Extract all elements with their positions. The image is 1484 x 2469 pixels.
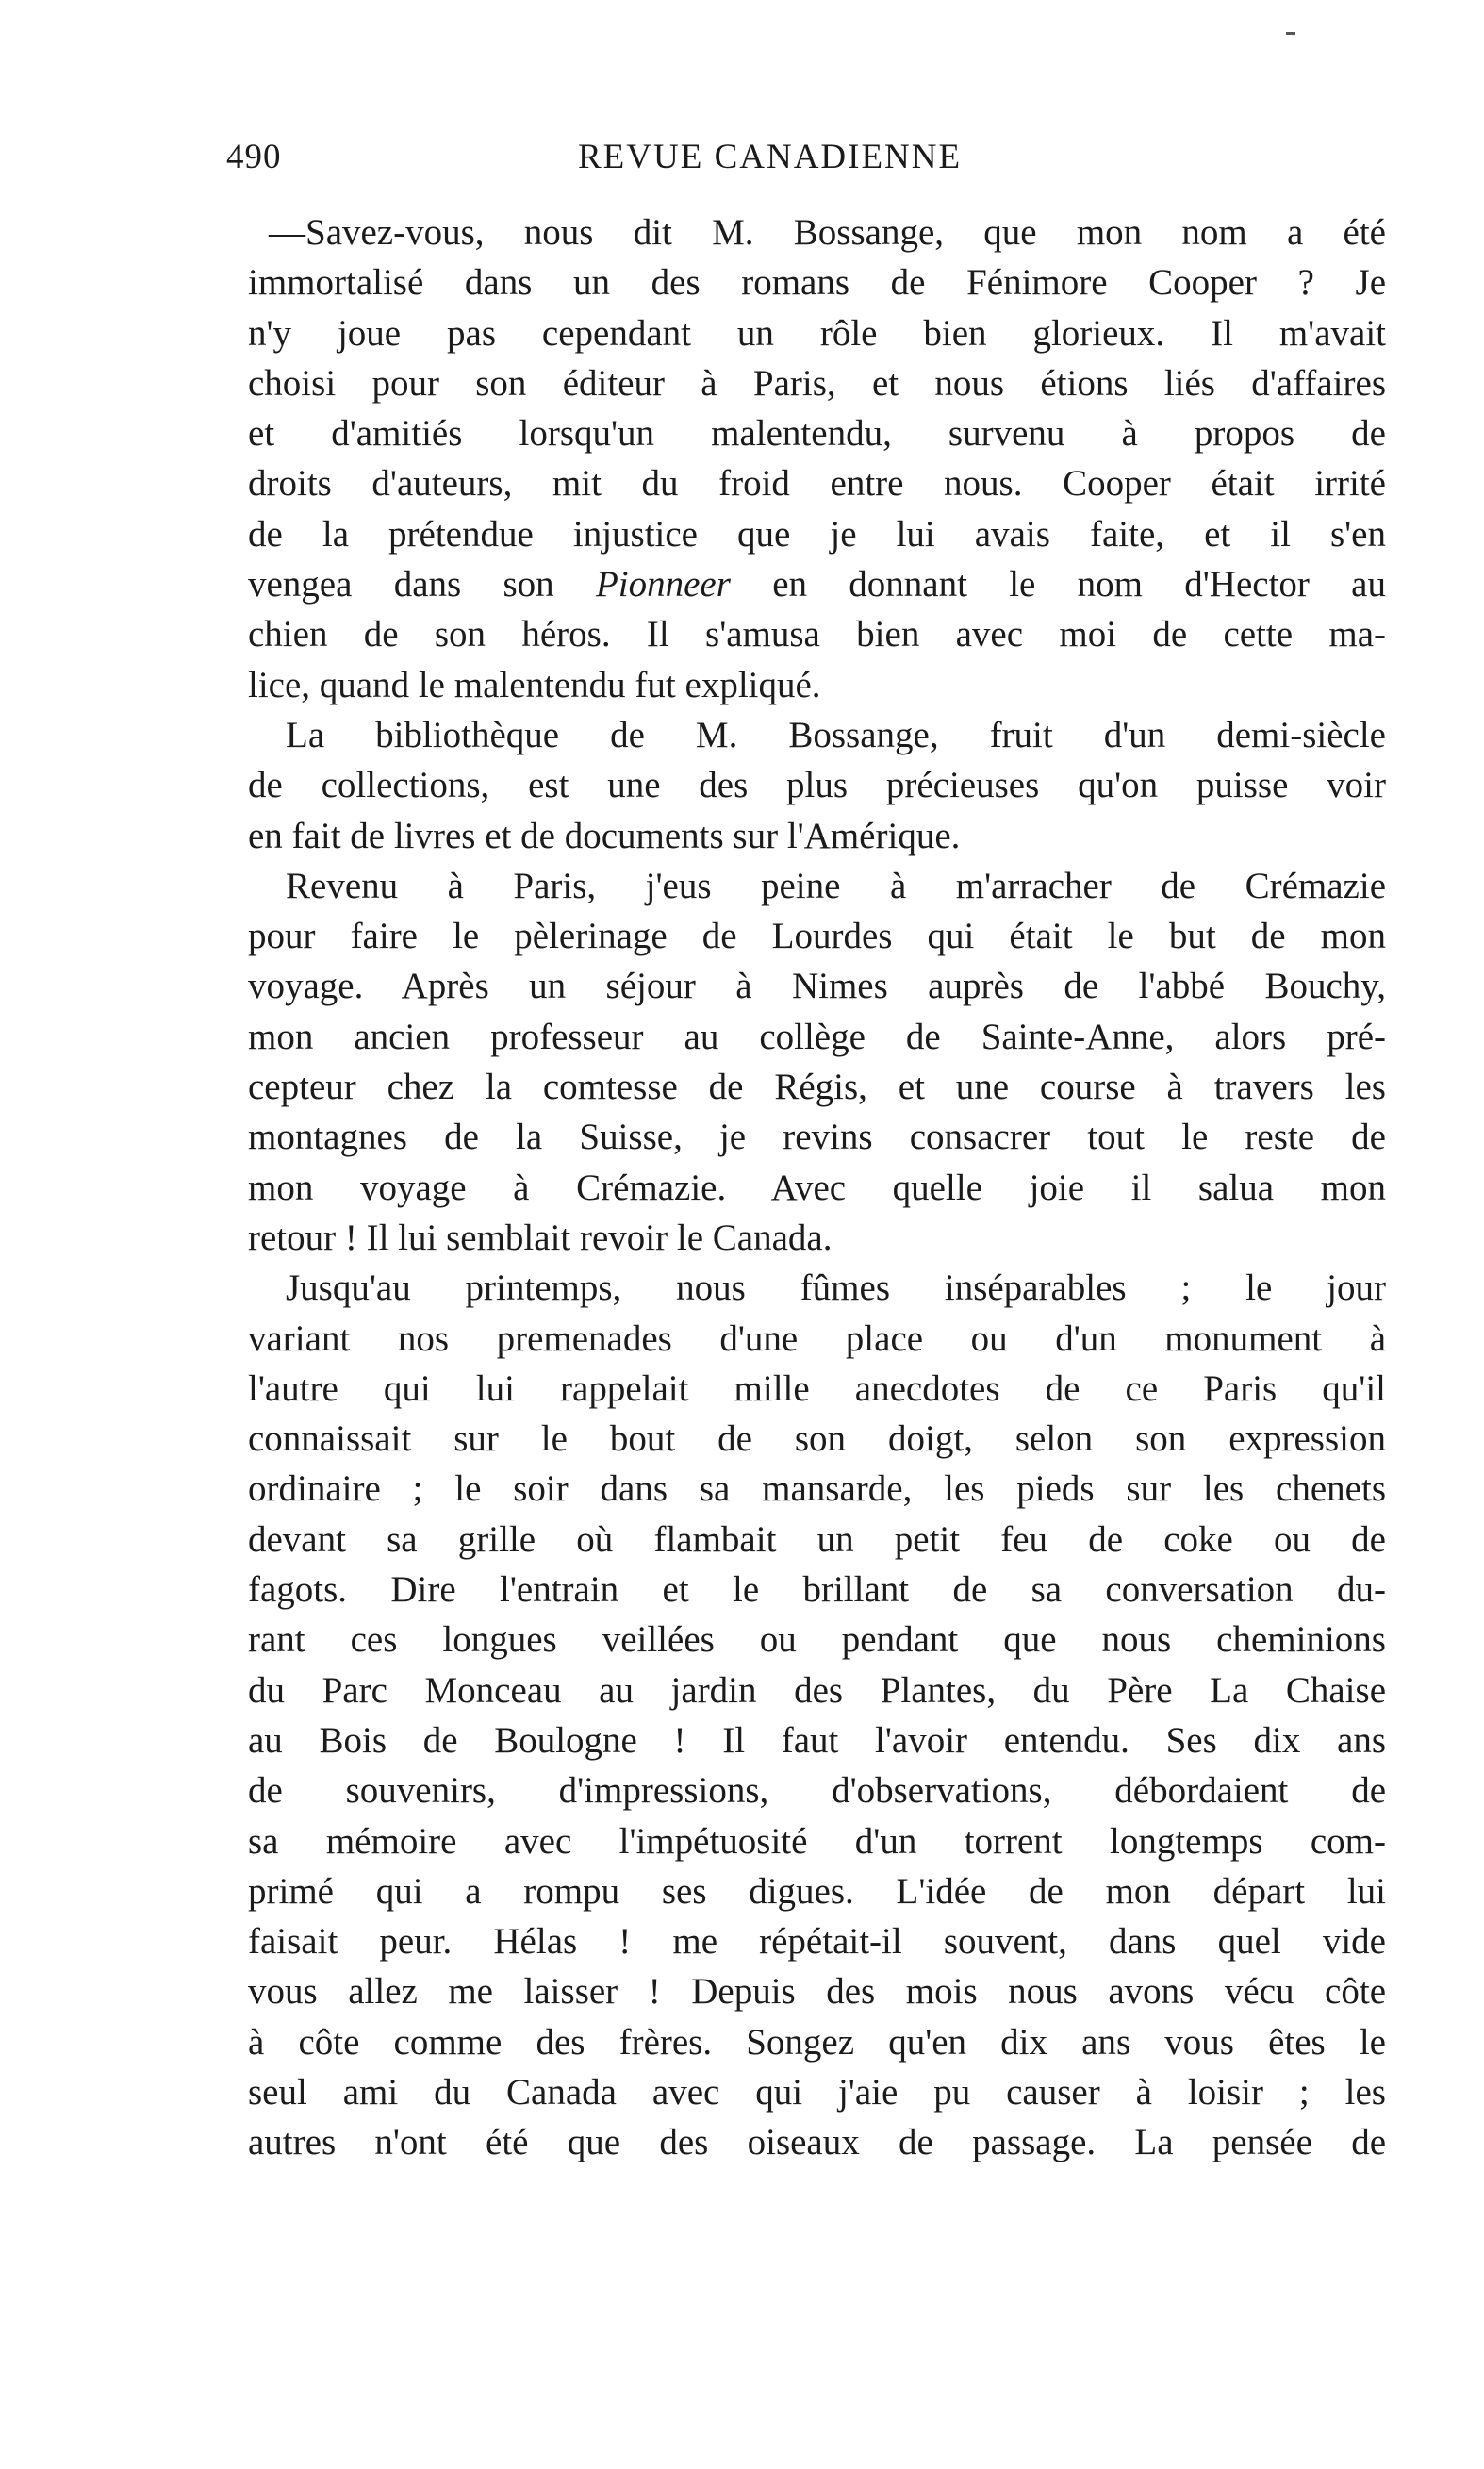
- text-line: —Savez-vous, nous dit M. Bossange, que mon nom a été: [269, 212, 1386, 253]
- text-line: connaissait sur le bout de son doigt, selon son expression: [248, 1418, 1386, 1460]
- text-line: lice, quand le malentendu fut expliqué.: [248, 664, 821, 705]
- text-line: de la prétendue injustice que je lui avais faite, et il s'en: [248, 513, 1386, 555]
- text-line: primé qui a rompu ses digues. L'idée de mon départ lui: [248, 1870, 1386, 1912]
- text-line: Jusqu'au printemps, nous fûmes inséparables ; le jour: [286, 1268, 1386, 1309]
- text-line: pour faire le pèlerinage de Lourdes qui était le but de mon: [248, 916, 1386, 957]
- text-line: seul ami du Canada avec qui j'aie pu causer à loisir ; les: [248, 2071, 1386, 2113]
- text-line: l'autre qui lui rappelait mille anecdotes de ce Paris qu'il: [248, 1367, 1386, 1409]
- text-line: retour ! Il lui semblait revoir le Canada.: [248, 1217, 833, 1258]
- text-line: chien de son héros. Il s'amusa bien avec moi de cette ma-: [248, 614, 1386, 655]
- text-line: Revenu à Paris, j'eus peine à m'arracher de Crémazie: [286, 865, 1386, 906]
- text-line: sa mémoire avec l'impétuosité d'un torrent longtemps com-: [248, 1820, 1386, 1862]
- text-line: ordinaire ; le soir dans sa mansarde, les pieds sur les chenets: [248, 1468, 1386, 1510]
- page-header: [226, 134, 1386, 181]
- text-line: et d'amitiés lorsqu'un malentendu, survenu à propos de: [248, 413, 1386, 455]
- text-line: choisi pour son éditeur à Paris, et nous étions liés d'affaires: [248, 362, 1386, 404]
- text-line: montagnes de la Suisse, je revins consacrer tout le reste de: [248, 1117, 1386, 1158]
- running-title: REVUE CANADIENNE: [578, 138, 963, 176]
- text-line: devant sa grille où flambait un petit feu de coke ou de: [248, 1518, 1386, 1560]
- line-end: en donnant le nom d'Hector au: [730, 564, 1386, 605]
- text-line: en fait de livres et de documents sur l'Amérique.: [248, 815, 961, 856]
- text-line: de souvenirs, d'impressions, d'observations, débordaient de: [248, 1770, 1386, 1812]
- text-line: variant nos premenades d'une place ou d'un monument à: [248, 1317, 1386, 1359]
- text-line: immortalisé dans un des romans de Fénimore Cooper ? Je: [248, 262, 1386, 304]
- text-line: à côte comme des frères. Songez qu'en dix ans vous êtes le: [248, 2021, 1386, 2063]
- text-line: de collections, est une des plus précieuses qu'on puisse voir: [248, 765, 1386, 806]
- text-line: autres n'ont été que des oiseaux de passage. La pensée de: [248, 2122, 1386, 2163]
- text-line: droits d'auteurs, mit du froid entre nous. Cooper était irrité: [248, 463, 1386, 505]
- line-start: vengea dans son: [248, 564, 596, 605]
- body-text: [248, 207, 1386, 2168]
- text-line: faisait peur. Hélas ! me répétait-il souvent, dans quel vide: [248, 1921, 1386, 1963]
- text-line: vous allez me laisser ! Depuis des mois nous avons vécu côte: [248, 1971, 1386, 2013]
- text-line: voyage. Après un séjour à Nimes auprès de l'abbé Bouchy,: [248, 966, 1386, 1007]
- italic-title: Pionneer: [595, 564, 731, 605]
- text-line: au Bois de Boulogne ! Il faut l'avoir entendu. Ses dix ans: [248, 1719, 1386, 1761]
- text-line: mon voyage à Crémazie. Avec quelle joie il salua mon: [248, 1167, 1386, 1208]
- text-line: mon ancien professeur au collège de Sainte-Anne, alors pré-: [248, 1016, 1386, 1057]
- text-line-with-italic: [248, 559, 1386, 609]
- page-number: 490: [226, 138, 282, 176]
- text-line: du Parc Monceau au jardin des Plantes, du Père La Chaise: [248, 1669, 1386, 1711]
- text-line: cepteur chez la comtesse de Régis, et une course à travers les: [248, 1067, 1386, 1108]
- scan-mark: [1286, 32, 1295, 35]
- text-line: n'y joue pas cependant un rôle bien glorieux. Il m'avait: [248, 312, 1386, 354]
- text-line: rant ces longues veillées ou pendant que nous cheminions: [248, 1619, 1386, 1661]
- text-line: fagots. Dire l'entrain et le brillant de sa conversation du-: [248, 1569, 1386, 1611]
- text-line: La bibliothèque de M. Bossange, fruit d'un demi-siècle: [286, 714, 1386, 755]
